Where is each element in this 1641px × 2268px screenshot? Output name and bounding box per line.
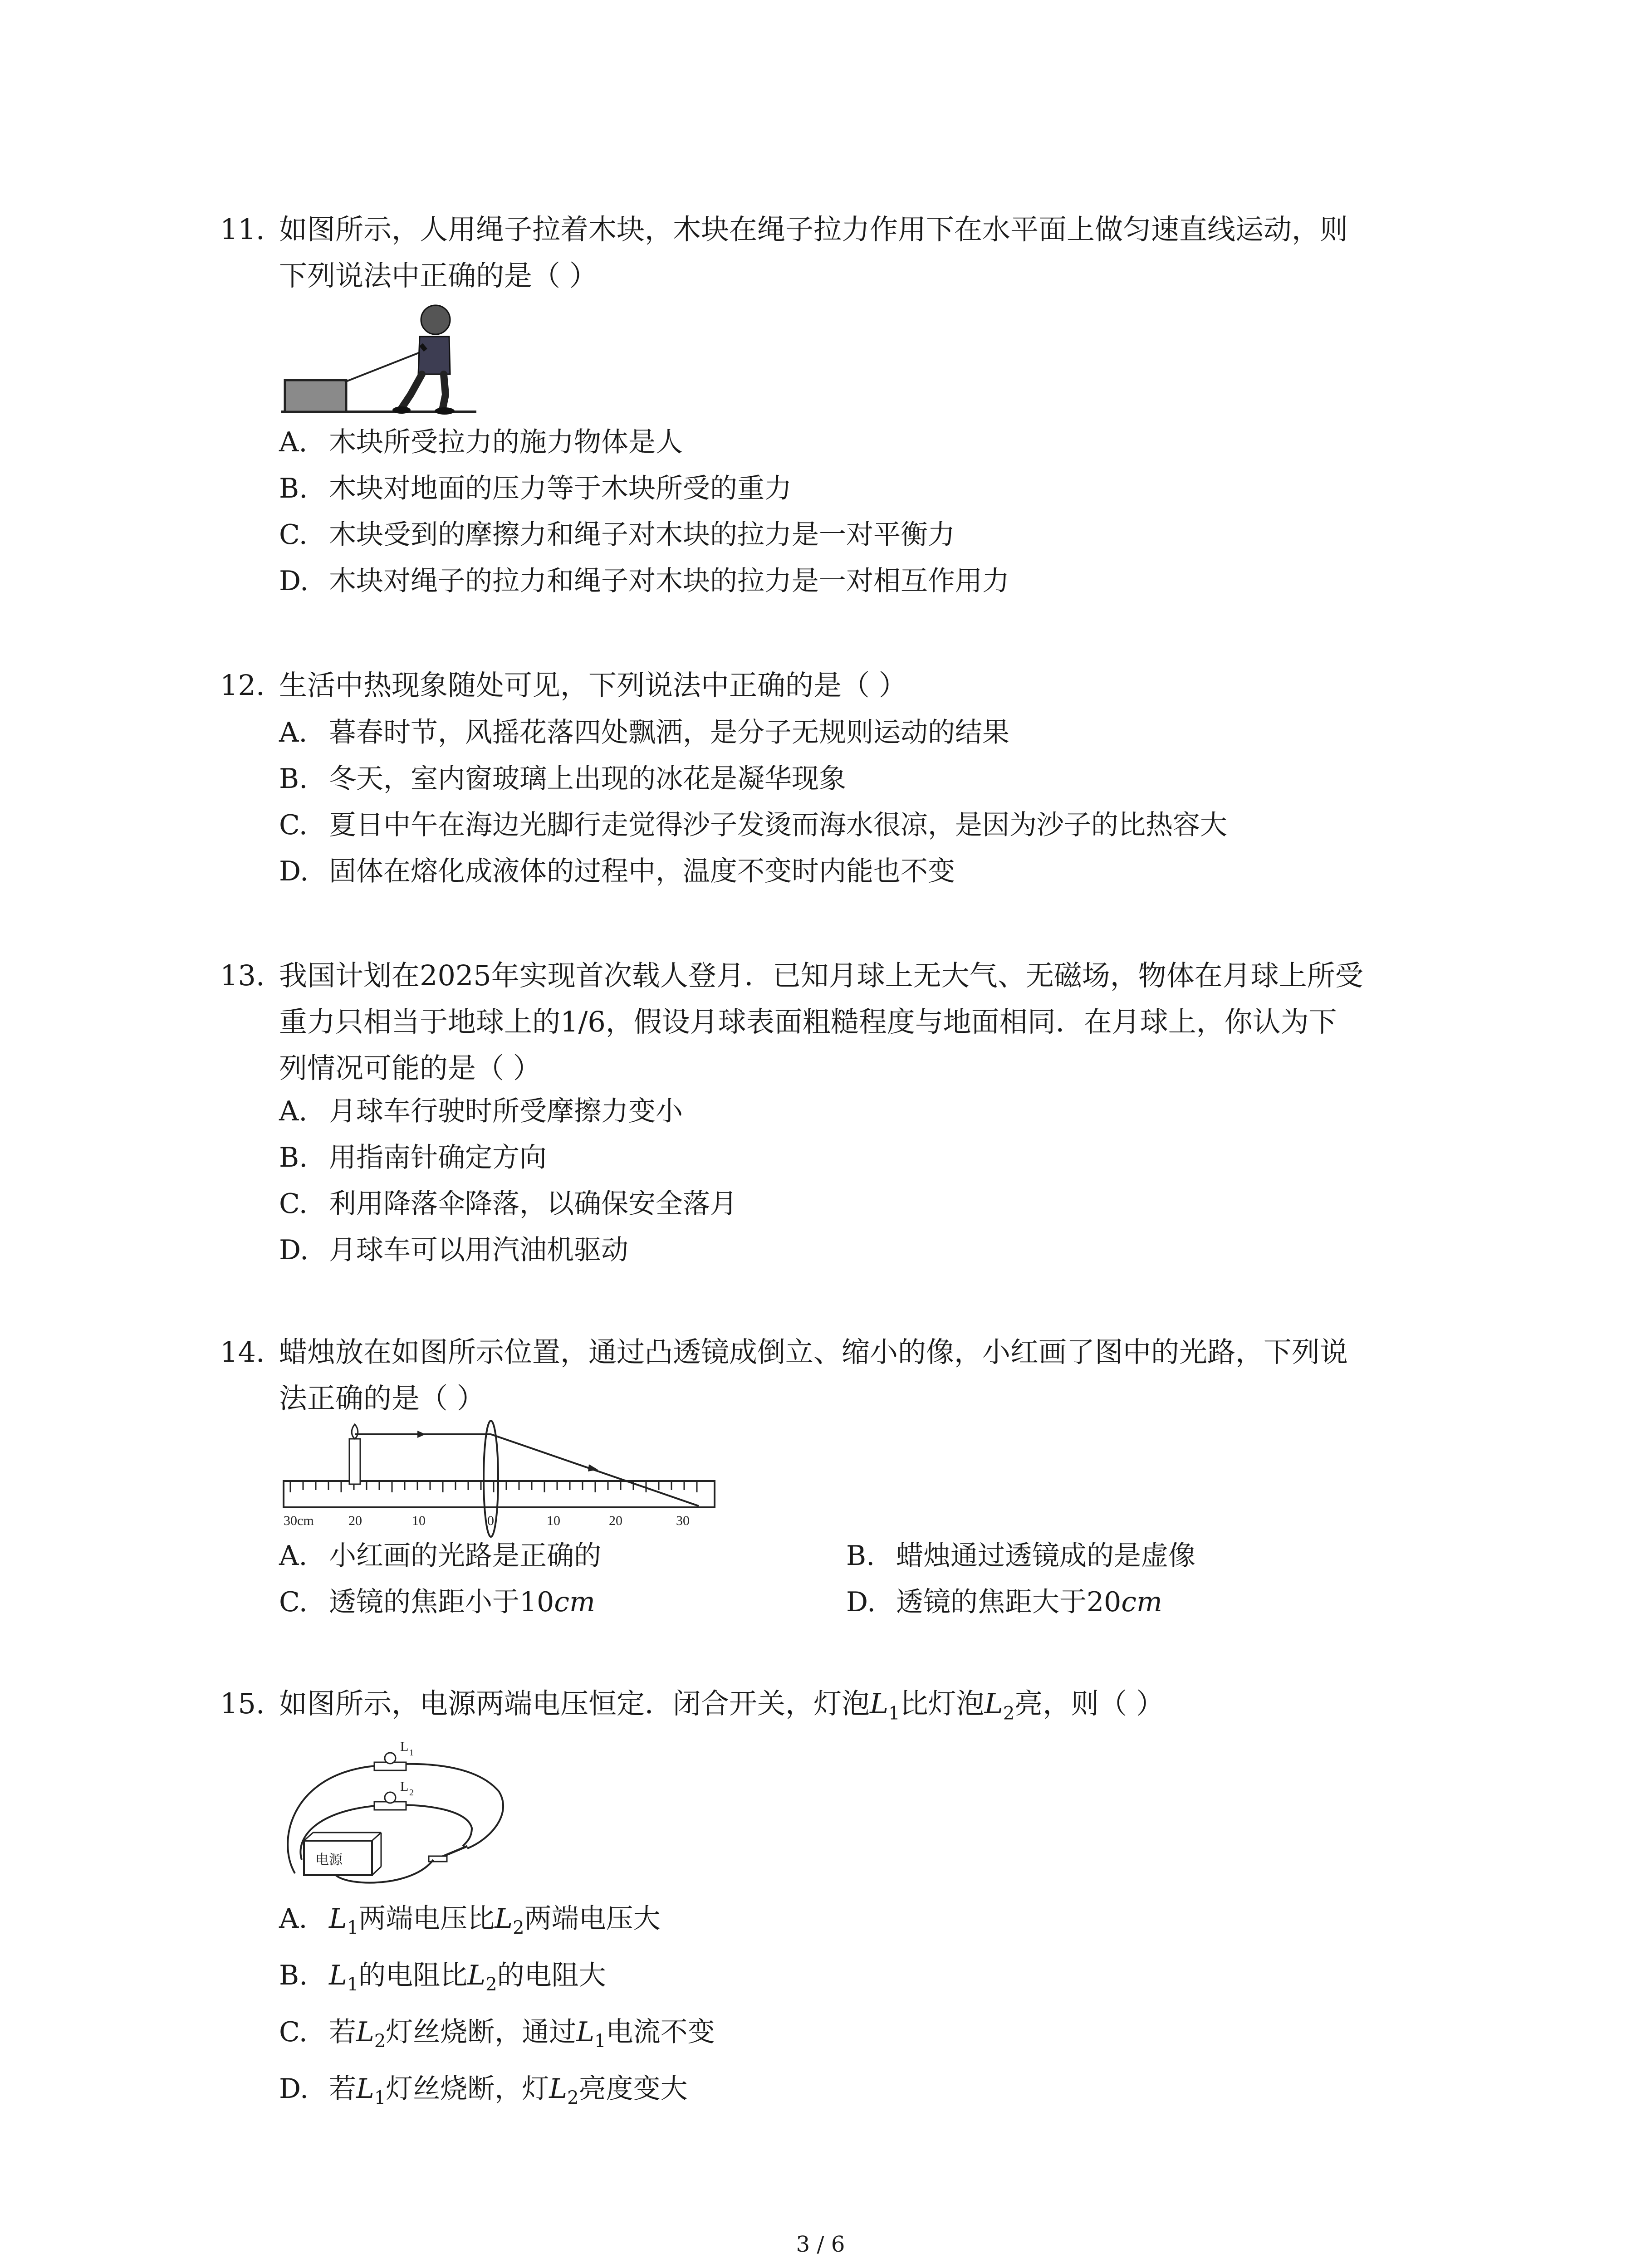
q11-figure-person-pulling-block [281,299,481,422]
svg-text:30cm: 30cm [284,1513,314,1528]
q14-option-a: A. 小红画的光路是正确的 [279,1540,601,1572]
q11-option-b: B. 木块对地面的压力等于木块所受的重力 [279,473,792,504]
q15-option-c: C. 若$L_2$灯丝烧断，通过$L_1$电流不变 [279,2016,715,2052]
q14-option-c: C. 透镜的焦距小于10cm [279,1586,595,1618]
svg-text:L: L [400,1739,409,1754]
svg-text:L: L [400,1779,409,1794]
svg-text:20: 20 [348,1513,362,1528]
svg-text:10: 10 [547,1513,560,1528]
svg-text:10: 10 [412,1513,426,1528]
q11-option-a: A. 木块所受拉力的施力物体是人 [279,426,683,458]
q14-figure-lens-optical-bench [281,1411,717,1547]
q13-option-d: D. 月球车可以用汽油机驱动 [279,1234,628,1266]
q12-option-b: B. 冬天，室内窗玻璃上出现的冰花是凝华现象 [279,763,846,795]
q13-option-a: A. 月球车行驶时所受摩擦力变小 [279,1095,683,1127]
q11-option-d: D. 木块对绳子的拉力和绳子对木块的拉力是一对相互作用力 [279,565,1009,597]
q13-option-c: C. 利用降落伞降落，以确保安全落月 [279,1188,737,1220]
question-12-stem: 12. 生活中热现象随处可见，下列说法中正确的是（ ） [220,669,907,702]
question-11-stem: 11. 如图所示，人用绳子拉着木块，木块在绳子拉力作用下在水平面上做匀速直线运动，则 下列说法中正确的是（ ） [220,213,1348,292]
q12-option-d: D. 固体在熔化成液体的过程中，温度不变时内能也不变 [279,855,955,887]
svg-text:0: 0 [487,1513,494,1528]
svg-text:电源: 电源 [315,1852,343,1868]
q14-option-d: D. 透镜的焦距大于20cm [846,1586,1162,1618]
question-15-stem: 15. 如图所示，电源两端电压恒定．闭合开关，灯泡$L_1$比灯泡$L_2$亮，则（ ） [220,1687,1164,1724]
q15-option-d: D. 若$L_1$灯丝烧断，灯$L_2$亮度变大 [279,2073,688,2108]
question-13-stem: 13. 我国计划在2025年实现首次载人登月．已知月球上无大气、无磁场，物体在月球上所受 重力只相当于地球上的1/6，假设月球表面粗糙程度与地面相同．在月球上，你认为下 列情况可能的是（ ） [220,959,1363,1085]
page-number: 3 / 6 [796,2232,845,2257]
svg-text:20: 20 [609,1513,622,1528]
q15-option-b: B. $L_1$的电阻比$L_2$的电阻大 [279,1960,606,1995]
q15-figure-parallel-circuit [277,1737,513,1892]
q13-option-b: B. 用指南针确定方向 [279,1142,547,1173]
question-14-stem: 14. 蜡烛放在如图所示位置，通过凸透镜成倒立、缩小的像，小红画了图中的光路，下列说 法正确的是（ ） [220,1335,1348,1415]
svg-text:2: 2 [409,1788,414,1798]
svg-text:30: 30 [676,1513,690,1528]
candle-icon [349,1424,360,1484]
q14-option-b: B. 蜡烛通过透镜成的是虚像 [846,1540,1195,1572]
q15-option-a: A. $L_1$两端电压比$L_2$两端电压大 [279,1903,661,1938]
q12-option-a: A. 暮春时节，风摇花落四处飘洒，是分子无规则运动的结果 [279,717,1009,748]
q12-option-c: C. 夏日中午在海边光脚行走觉得沙子发烫而海水很凉，是因为沙子的比热容大 [279,809,1227,841]
svg-text:1: 1 [409,1748,414,1758]
q11-option-c: C. 木块受到的摩擦力和绳子对木块的拉力是一对平衡力 [279,519,955,551]
